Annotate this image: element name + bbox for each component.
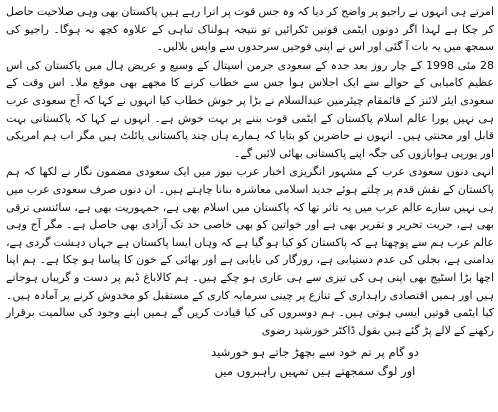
couplet-line-1: دو گام پر تم خود سے بچھڑ جاتے ہو خورشید	[211, 345, 419, 360]
paragraph-2: 28 مئی 1998 کے چار روز بعد جدہ کے سعودی جرمن اسپتال کے وسیع و عریض ہال میں پاکستان کی اس عظیم کامیابی کے حوالے سے ایک اجلاس ہوا جس سے خطاب کرنے کا مجھے بھی موقع ملا۔ اس وقت کے سعودی ایئر لائنز کے قائمقام چیئرمین عبدالسلام نے بڑا پر جوش خطاب کیا انہوں نے کہا کہ آج سعودی عرب ہی نہیں پورا عالم اسلام پاکستان کے ایٹمی قوت بننے پر بہت خوش ہے۔ انہوں نے کہا کہ پاکستانی بہت قابل اور محنتی ہیں۔ انہوں نے حاضرین کو بتایا کہ ہمارے ہاں چند پاکستانی پائلٹ ہیں مگر اب ہم امریکی اور یورپی ہوابازوں کی جگہ اپنے پاکستانی بھائی لائیں گے۔	[6, 58, 495, 160]
paragraph-3: انہی دنوں سعودی عرب کے مشہور انگریزی اخبار عرب نیوز میں ایک سعودی مضمون نگار نے لکھا کہ ہم پاکستان کے نقش قدم پر چلتے ہوئے جدید اسلامی معاشرہ بنانا چاہتے ہیں۔ ان دنوں صرف سعودی عرب میں ہی نہیں سارے عالم عرب میں یہ تاثر تھا کہ پاکستان میں اسلام بھی ہے، جمہوریت بھی ہے، سائنسی ترقی بھی ہے، حریت تحریر و تقریر بھی ہے اور خواتین کو بھی خاصی حد تک آزادی بھی حاصل ہے۔ مگر آج وہی عالم عرب ہم سے پوچھتا ہے کہ پاکستان کو کیا ہو گیا ہے کہ وہاں ایسا پاکستان ہے جہاں دہشت گردی ہے، بدامنی ہے، بجلی کی عدم دستیابی ہے، روزگار کی نایابی ہے اور بھائی کے خون کا پیاسا ہو چکا ہے۔ ہم اپنا اچھا بڑا اسٹیج بھی اپنی ہی کی تیزی سے ہی عاری ہو چکے ہیں۔ ہم کالاباغ ڈیم پر دست و گریباں ہوجاتے ہیں اور ہمیں اقتصادی راہداری کے تنازع پر چینی سرمایہ کاری کے مستقبل کو مخدوش کرنے پر آمادہ ہیں۔ کیا ایٹمی قوتیں ایسی ہوتی ہیں۔ ہم دوسروں کی کیا قیادت کریں گے ہمیں اپنے وجود کی سالمیت برقرار رکھنے کے لالے پڑ گئے ہیں بقول ڈاکٹر خورشید رضوی	[6, 165, 494, 337]
couplet-line-2: اور لوگ سمجھتے ہیں تمہیں راہبروں میں	[214, 364, 416, 379]
poetry-couplet	[6, 343, 494, 381]
paragraph-1: امرتے ہی انہوں نے راجیو پر واضح کر دیا کہ وہ جس قوت پر اترا رہے ہیں پاکستان بھی وہی صلاحیت حاصل کر چکا ہے لہذا اگر دونوں ایٹمی قوتیں ٹکرائیں تو نتیجہ ہولناک تباہی کے علاوہ کچھ نہ ہوگا۔ راجیو کی سمجھ میں یہ بات آ گئی اور اس نے اپنی فوجیں سرحدوں سے واپس بلالیں۔	[6, 5, 494, 54]
